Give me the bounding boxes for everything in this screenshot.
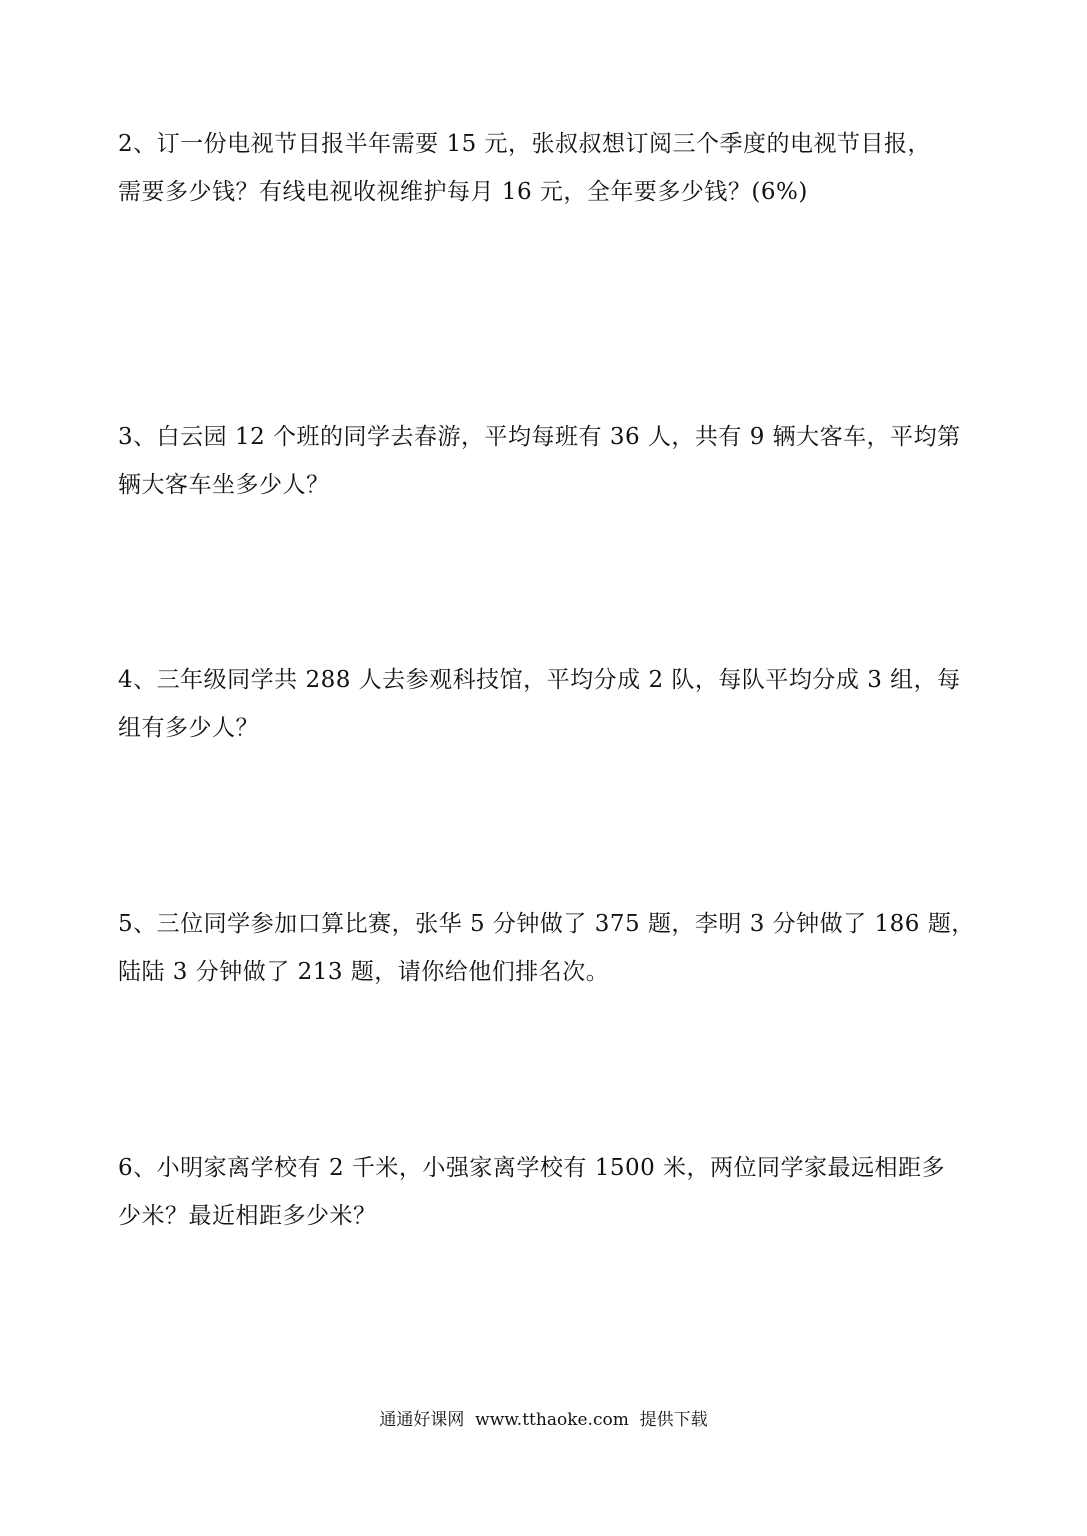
page-footer: 通通好课网 www.tthaoke.com 提供下载 [379,1410,708,1430]
question-5 [118,900,978,996]
question-4-line-2: 组有多少人？ [118,715,259,741]
question-5-line-1: 5、三位同学参加口算比赛，张华 5 分钟做了 375 题，李明 3 分钟做了 186 题， [118,911,975,937]
question-3-line-1: 3、白云园 12 个班的同学去春游，平均每班有 36 人，共有 9 辆大客车，平均第 [118,424,961,450]
question-4-line-1: 4、三年级同学共 288 人去参观科技馆，平均分成 2 队，每队平均分成 3 组，每 [118,667,961,693]
question-6-line-2: 少米？最近相距多少米？ [118,1203,377,1229]
question-2-line-2: 需要多少钱？有线电视收视维护每月 16 元，全年要多少钱？(6%) [118,179,808,205]
question-6-line-1: 6、小明家离学校有 2 千米，小强家离学校有 1500 米，两位同学家最远相距多 [118,1155,946,1181]
question-3 [118,413,978,509]
question-2 [118,120,978,216]
question-4 [118,656,978,752]
question-2-line-1: 2、订一份电视节目报半年需要 15 元，张叔叔想订阅三个季度的电视节目报， [118,131,932,157]
question-6 [118,1144,978,1240]
question-3-line-2: 辆大客车坐多少人？ [118,472,330,498]
question-5-line-2: 陆陆 3 分钟做了 213 题，请你给他们排名次。 [118,959,610,985]
